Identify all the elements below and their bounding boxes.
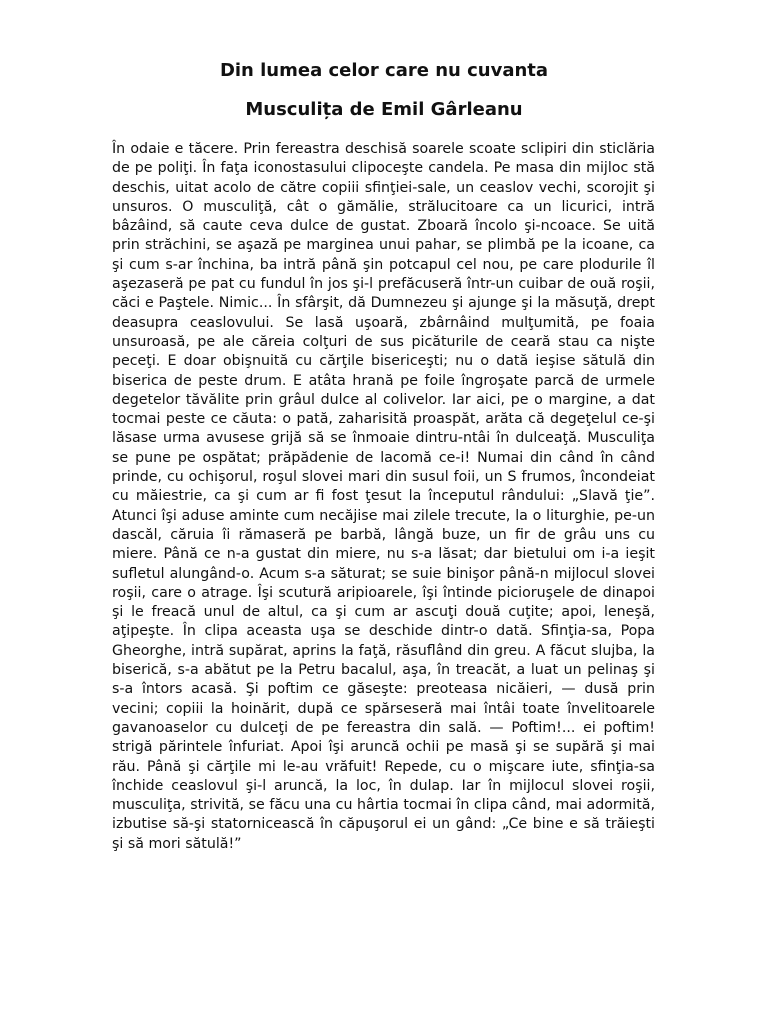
document-title: Din lumea celor care nu cuvanta xyxy=(219,60,549,81)
story-title: Musculița de Emil Gârleanu xyxy=(245,99,523,120)
story-body-paragraph: În odaie e tăcere. Prin fereastra deschisă soarele scoate sclipiri din sticlăria de pe poliţi. În faţa iconostasului clipoceşte candela. Pe masa din mijloc stă deschis, uitat acolo de către copiii sfinţiei-sale, un ceaslov vechi, scorojit şi unsuros. O musculiţă, cât o gămălie, strălucitoare ca un licurici, intră bâzâind, să caute ceva dulce de gustat. Zboară încolo şi-ncoace. Se uită prin străchini, se aşază pe marginea unui pahar, se plimbă pe la icoane, ca şi cum s-ar închina, ba intră până şin potcapul cel nou, pe care plodurile îl aşezaseră pe pat cu fundul în jos şi-l prefăcuseră într-un cuibar de ouă roşii, căci e Paştele. Nimic... În sfârşit, dă Dumnezeu şi ajunge şi la măsuţă, drept deasupra ceaslovului. Se lasă uşoară, zbârnâind mulţumită, pe foaia unsuroasă, pe ale căreia colţuri de sus picăturile de ceară stau ca nişte peceţi. E doar obişnuită cu cărţile bisericeşti; nu o dată ieşise sătulă din biserica de peste drum. E atâta hrană pe foile îngroşate parcă de urmele degetelor tăvălite prin grâul dulce al colivelor. Iar aici, pe o margine, a dat tocmai peste ce căuta: o pată, zaharisită proaspăt, arăta că degeţelul ce-şi lăsase urma avusese grijă să se înmoaie dintru-ntâi în dulceaţă. Musculiţa se pune pe ospătat; prăpădenie de lacomă ce-i! Numai din când în când prinde, cu ochişorul, roşul slovei mari din susul foii, un S frumos, încondeiat cu măiestrie, ca şi cum ar fi fost ţesut la începutul rândului: „Slavă ţie”. Atunci îşi aduse aminte cum necăjise mai zilele trecute, la o liturghie, pe-un dascăl, căruia îi rămaseră pe barbă, lângă buze, un fir de grâu uns cu miere. Până ce n-a gustat din miere, nu s-a lăsat; dar bietului om i-a ieşit sufletul alungând-o. Acum s-a săturat; se suie binişor până-n mijlocul slovei roşii, care o atrage. Îşi scutură aripioarele, îşi întinde picioruşele de dinapoi şi le freacă unul de altul, ca şi cum ar ascuţi două cuţite; apoi, leneşă, aţipeşte. În clipa aceasta uşa se deschide dintr-o dată. Sfinţia-sa, Popa Gheorghe, intră supărat, aprins la faţă, răsuflând din greu. A făcut slujba, la biserică, s-a abătut pe la Petru bacalul, aşa, în treacăt, a luat un pelinaş şi s-a întors acasă. Şi poftim ce găseşte: preoteasa nicăieri, — dusă prin vecini; copiii la hoinărit, după ce spărseseră mai întâi toate învelitoarele gavanoaselor cu dulceţi de pe fereastra din sală. — Poftim!... ei poftim! strigă părintele înfuriat. Apoi îşi aruncă ochii pe masă şi se supără şi mai rău. Până şi cărţile mi le-au vrăfuit! Repede, cu o mişcare iute, sfinţia-sa închide ceaslovul şi-l aruncă, la loc, în dulap. Iar în mijlocul slovei roşii, musculiţa, strivită, se făcu una cu hârtia tocmai în clipa când, mai adormită, izbutise să-şi statornicească în căpuşorul ei un gând: „Ce bine e să trăieşti şi să mori sătulă!” xyxy=(112,141,655,852)
